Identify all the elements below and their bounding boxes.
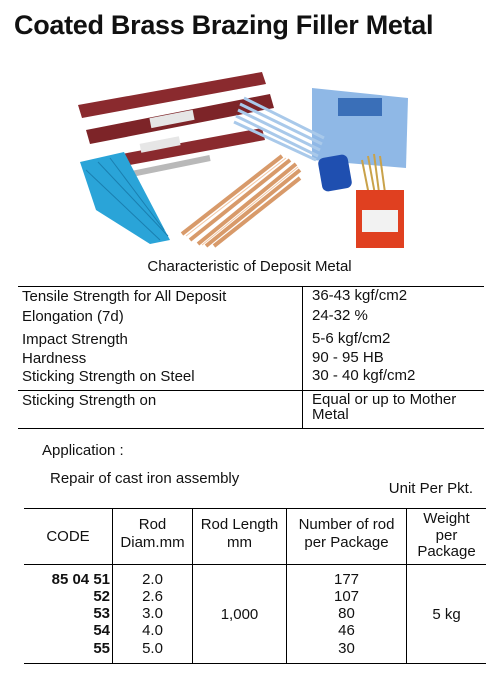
weight-header: Weight <box>423 510 470 527</box>
table-divider <box>302 286 303 428</box>
rod-length-header-unit: mm <box>227 534 252 551</box>
code-cell: 54 <box>93 622 110 639</box>
rod-diam-cell: 3.0 <box>142 605 163 622</box>
rod-diam-cell: 4.0 <box>142 622 163 639</box>
property-value: 5-6 kgf/cm2 <box>312 330 391 347</box>
code-cell: 52 <box>93 588 110 605</box>
weight-column <box>406 508 486 664</box>
canister-gold-rods-image <box>317 154 404 248</box>
table-bottom-rule <box>18 428 484 429</box>
property-value: 90 - 95 HB <box>312 349 384 366</box>
table-top-rule <box>18 286 484 287</box>
property-label: Tensile Strength for All Deposit <box>22 288 227 305</box>
rod-diam-header: Rod <box>138 516 167 533</box>
blue-rods-image <box>80 152 170 244</box>
section-title: Characteristic of Deposit Metal <box>147 258 352 275</box>
rod-length-cell: 1,000 <box>220 606 259 623</box>
application-label: Application : <box>42 442 124 459</box>
copper-rods-image <box>182 156 300 246</box>
property-value: Equal or up to Mother <box>312 391 457 408</box>
property-value: 24-32 % <box>312 307 368 324</box>
weight-header-per: per <box>435 527 458 544</box>
rod-count-header-unit: per Package <box>304 534 389 551</box>
code-header: CODE <box>46 528 90 545</box>
rod-count-cell: 177 <box>333 571 360 588</box>
rod-count-cell: 80 <box>338 605 355 622</box>
rod-length-header: Rod Length <box>200 516 279 533</box>
spec-table <box>24 508 486 664</box>
rod-length-column <box>192 508 286 664</box>
unit-note: Unit Per Pkt. <box>388 480 473 497</box>
code-column <box>24 508 112 664</box>
rod-count-column <box>286 508 406 664</box>
rod-diam-column <box>112 508 192 664</box>
property-label: Hardness <box>22 350 87 367</box>
property-value: 30 - 40 kgf/cm2 <box>312 367 416 384</box>
rod-count-header: Number of rod <box>298 516 395 533</box>
property-label: Sticking Strength on Steel <box>22 368 195 385</box>
property-label: Impact Strength <box>22 331 128 348</box>
code-cell: 53 <box>93 605 110 622</box>
property-value: 36-43 kgf/cm2 <box>312 287 408 304</box>
rod-diam-cell: 2.6 <box>142 588 163 605</box>
code-cell: 55 <box>93 640 110 657</box>
rod-count-cell: 30 <box>338 640 355 657</box>
application-text: Repair of cast iron assembly <box>50 470 240 487</box>
property-label: Elongation (7d) <box>22 308 124 325</box>
property-value-continued: Metal <box>312 406 349 423</box>
rod-count-cell: 107 <box>333 588 360 605</box>
rod-count-cell: 46 <box>338 622 355 639</box>
product-photos <box>0 50 499 250</box>
rod-diam-header-unit: Diam.mm <box>120 534 185 551</box>
rod-diam-cell: 2.0 <box>142 571 163 588</box>
code-cell: 85 04 51 <box>51 571 110 588</box>
weight-cell: 5 kg <box>432 606 461 623</box>
page-title: Coated Brass Brazing Filler Metal <box>14 10 434 40</box>
weight-header-unit: Package <box>417 543 476 560</box>
property-label: Sticking Strength on <box>22 392 157 409</box>
rod-diam-cell: 5.0 <box>142 640 163 657</box>
